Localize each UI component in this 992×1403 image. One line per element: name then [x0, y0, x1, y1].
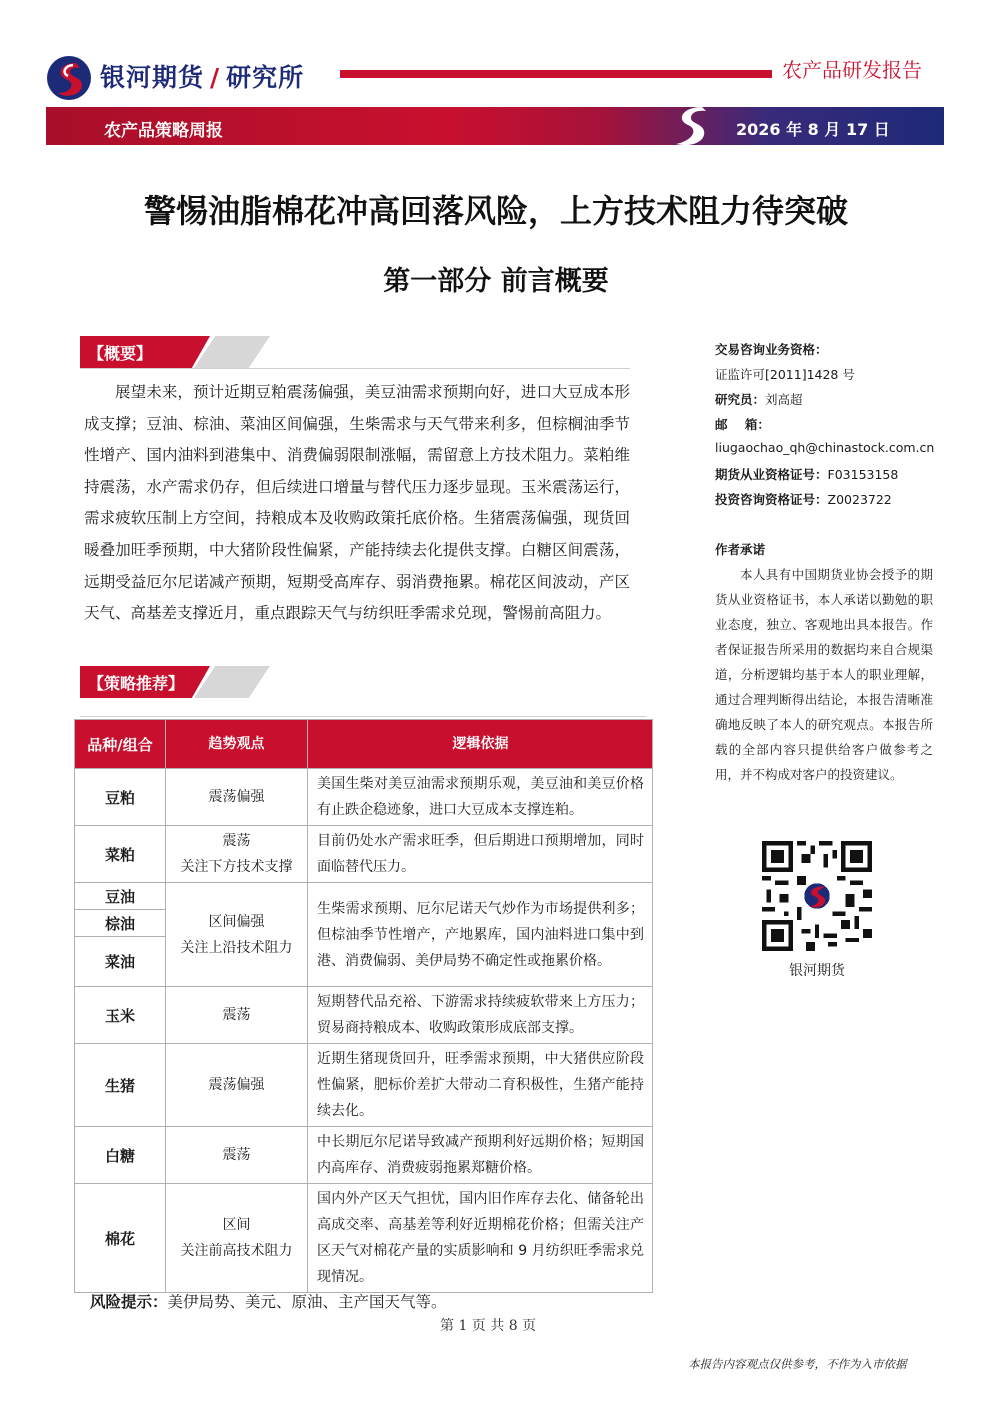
- variety-cell: 玉米: [75, 987, 166, 1044]
- qualification-label: 交易咨询业务资格：: [715, 342, 828, 357]
- logic-cell: 近期生猪现货回升，旺季需求预期，中大猪供应阶段性偏紧，肥标价差扩大带动二育积极性，生猪产能持续去化。: [308, 1044, 653, 1127]
- section-title: 第一部分 前言概要: [383, 266, 609, 297]
- trend-cell: 震荡 关注下方技术支撑: [166, 826, 308, 883]
- column-header: 逻辑依据: [308, 720, 653, 769]
- trend-cell: 区间 关注前高技术阻力: [166, 1184, 308, 1293]
- variety-cell: 生猪: [75, 1044, 166, 1127]
- strategy-table: [74, 719, 653, 1293]
- report-title: 警惕油脂棉花冲高回落风险，上方技术阻力待突破: [143, 192, 848, 230]
- brand-name: 银河期货 / 研究所: [100, 63, 305, 92]
- email-label: 邮 箱：: [715, 417, 770, 432]
- email-address[interactable]: liugaochao_qh@chinastock.com.cn: [715, 440, 935, 455]
- researcher: 研究员：刘高超: [715, 392, 803, 407]
- overview-divider: [80, 368, 630, 369]
- strategy-tag: 【策略推荐】: [80, 666, 270, 698]
- trend-cell: 震荡: [166, 1127, 308, 1184]
- license-number: 证监许可[2011]1428 号: [715, 367, 855, 382]
- footer-disclaimer: 本报告内容观点仅供参考，不作为入市依据: [688, 1357, 907, 1371]
- logic-cell: 短期替代品充裕、下游需求持续疲软带来上方压力；贸易商持粮成本、收购政策形成底部支撑。: [308, 987, 653, 1044]
- column-header: 趋势观点: [166, 720, 308, 769]
- table-row: [75, 826, 653, 883]
- commitment-text: 本人具有中国期货业协会授予的期货从业资格证书，本人承诺以勤勉的职业态度，独立、客观地出具本报告。作者保证报告所采用的数据均来自合规渠道，分析逻辑均基于本人的职业理解，通过合理判断得出结论，本报告清晰准确地反映了本人的研究观点。本报告所载的全部内容只提供给客户做参考之用，并不构成对客户的投资建议。: [715, 567, 933, 782]
- risk-warning: 风险提示：美伊局势、美元、原油、主产国天气等。: [90, 1293, 447, 1311]
- report-type: 农产品研发报告: [782, 58, 922, 82]
- table-row: [75, 1184, 653, 1293]
- overview-tag: 【概要】: [80, 336, 270, 368]
- variety-cell: 菜油: [75, 937, 166, 987]
- report-date: 2026 年 8 月 17 日: [736, 120, 890, 139]
- qr-caption: 银河期货: [789, 963, 845, 979]
- variety-cell: 白糖: [75, 1127, 166, 1184]
- trend-cell: 震荡: [166, 987, 308, 1044]
- strategy-divider: [80, 716, 646, 717]
- page-number: 第 1 页 共 8 页: [440, 1318, 537, 1334]
- table-row: [75, 1044, 653, 1127]
- logic-cell: 中长期厄尔尼诺导致减产预期利好远期价格；短期国内高库存、消费疲弱拖累郑糖价格。: [308, 1127, 653, 1184]
- trend-cell: 震荡偏强: [166, 769, 308, 826]
- overview-text: 展望未来，预计近期豆粕震荡偏强，美豆油需求预期向好，进口大豆成本形成支撑；豆油、棕油、菜油区间偏强，生柴需求与天气带来利多，但棕榈油季节性增产、国内油料到港集中、消费偏弱限制涨幅，需留意上方技术阻力。菜粕维持震荡，水产需求仍存，但后续进口增量与替代压力逐步显现。玉米震荡运行，需求疲软压制上方空间，持粮成本及收购政策托底价格。生猪震荡偏强，现货回暖叠加旺季预期，中大猪阶段性偏紧，产能持续去化提供支撑。白糖区间震荡，远期受益厄尔尼诺减产预期，短期受高库存、弱消费拖累。棉花区间波动，产区天气、高基差支撑近月，重点跟踪天气与纺织旺季需求兑现，警惕前高阻力。: [84, 383, 630, 623]
- trend-cell: 震荡偏强: [166, 1044, 308, 1127]
- table-row: [75, 1127, 653, 1184]
- logic-cell: 目前仍处水产需求旺季，但后期进口预期增加，同时面临替代压力。: [308, 826, 653, 883]
- logic-cell: 美国生柴对美豆油需求预期乐观，美豆油和美豆价格有止跌企稳迹象，进口大豆成本支撑连粕。: [308, 769, 653, 826]
- swoosh-icon: [668, 104, 710, 148]
- variety-cell: 豆粕: [75, 769, 166, 826]
- futures-cert: 期货从业资格证号：F03153158: [715, 467, 899, 482]
- header-rule: [340, 70, 772, 78]
- variety-cell: 豆油: [75, 883, 166, 910]
- variety-cell: 棉花: [75, 1184, 166, 1293]
- logic-cell: 国内外产区天气担忧，国内旧作库存去化、储备轮出高成交率、高基差等利好近期棉花价格；但需关注产区天气对棉花产量的实质影响和 9 月纺织旺季需求兑现情况。: [308, 1184, 653, 1293]
- table-row: [75, 769, 653, 826]
- report-series: 农产品策略周报: [104, 121, 223, 141]
- trend-cell: 区间偏强 关注上沿技术阻力: [166, 883, 308, 987]
- table-row: [75, 883, 653, 910]
- qr-code-icon: [762, 841, 872, 951]
- variety-cell: 棕油: [75, 910, 166, 937]
- logic-cell: 生柴需求预期、厄尔尼诺天气炒作为市场提供利多；但棕油季节性增产，产地累库，国内油料进口集中到港、消费偏弱、美伊局势不确定性或拖累价格。: [308, 883, 653, 987]
- column-header: 品种/组合: [75, 720, 166, 769]
- table-header-row: [75, 720, 653, 769]
- table-row: [75, 987, 653, 1044]
- commitment-title: 作者承诺: [715, 542, 766, 557]
- galaxy-logo-icon: [46, 55, 92, 101]
- invest-cert: 投资咨询资格证号：Z0023722: [715, 492, 892, 507]
- variety-cell: 菜粕: [75, 826, 166, 883]
